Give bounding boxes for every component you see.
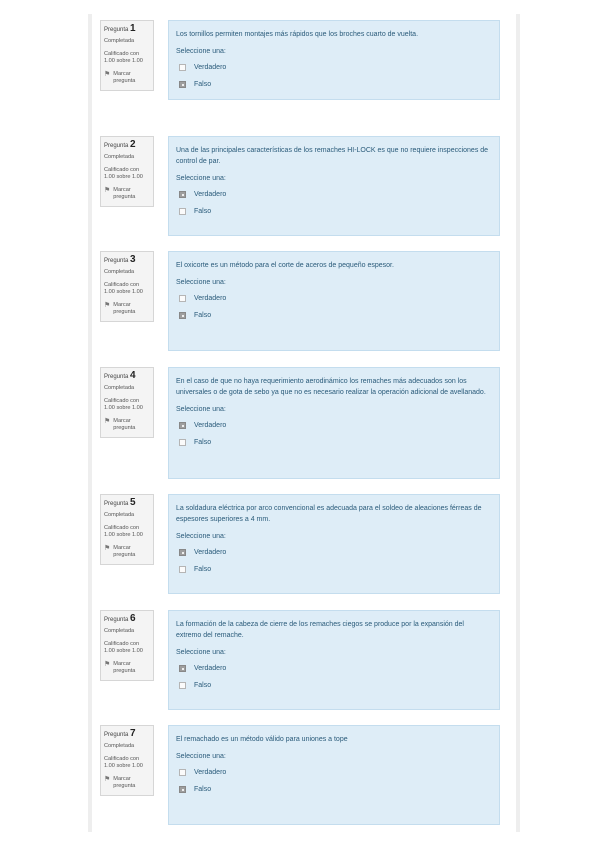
answer-label: Verdadero bbox=[194, 191, 227, 198]
question-content bbox=[168, 610, 500, 710]
radio-button[interactable] bbox=[179, 64, 186, 71]
question-state: Completada bbox=[104, 628, 135, 634]
question-text: Los tornillos permiten montajes más rápidos que los broches cuarto de vuelta. bbox=[176, 31, 419, 38]
flag-question-link[interactable] bbox=[104, 71, 150, 85]
flag-label: Marcar pregunta bbox=[113, 545, 136, 558]
radio-button[interactable] bbox=[179, 295, 186, 302]
radio-button[interactable] bbox=[179, 439, 186, 446]
question-label: Pregunta bbox=[104, 732, 129, 738]
flag-question-link[interactable] bbox=[104, 418, 150, 432]
question-info bbox=[100, 725, 154, 796]
answer-option-false[interactable] bbox=[176, 307, 491, 324]
answer-option-true[interactable] bbox=[176, 660, 491, 677]
question-number-value: 1 bbox=[130, 23, 136, 34]
select-one-prompt: Seleccione una: bbox=[176, 753, 226, 760]
flag-label: Marcar pregunta bbox=[113, 418, 136, 431]
question-state: Completada bbox=[104, 512, 135, 518]
radio-button[interactable] bbox=[179, 566, 186, 573]
select-one-prompt: Seleccione una: bbox=[176, 649, 226, 656]
question-number-value: 5 bbox=[130, 497, 136, 508]
question-number bbox=[104, 499, 150, 508]
question-text: En el caso de que no haya requerimiento aerodinámico los remaches más adecuados son los universales o de gota de sebo ya que no es necesario realizar la operación adicional de avellanado. bbox=[176, 378, 486, 396]
flag-label: Marcar pregunta bbox=[113, 776, 136, 789]
flag-question-link[interactable] bbox=[104, 776, 150, 790]
flag-question-link[interactable] bbox=[104, 302, 150, 316]
flag-icon: ⚑ bbox=[104, 418, 111, 425]
radio-button-checked[interactable] bbox=[179, 191, 186, 198]
flag-question-link[interactable] bbox=[104, 187, 150, 201]
flag-icon: ⚑ bbox=[104, 71, 111, 78]
radio-button[interactable] bbox=[179, 682, 186, 689]
answer-option-false[interactable] bbox=[176, 677, 491, 694]
answer-label: Verdadero bbox=[194, 665, 227, 672]
answer-label: Falso bbox=[194, 81, 212, 88]
radio-button-checked[interactable] bbox=[179, 786, 186, 793]
question-number bbox=[104, 256, 150, 265]
question-text: La soldadura eléctrica por arco convencional es adecuada para el soldeo de aleaciones férreas de espesores superiores a 4 mm. bbox=[176, 505, 482, 523]
flag-icon: ⚑ bbox=[104, 302, 111, 309]
question-grade: Calificado con 1.00 sobre 1.00 bbox=[104, 167, 143, 180]
flag-icon: ⚑ bbox=[104, 661, 111, 668]
question-info bbox=[100, 367, 154, 438]
answer-label: Falso bbox=[194, 439, 212, 446]
question-content bbox=[168, 251, 500, 351]
select-one-prompt: Seleccione una: bbox=[176, 175, 226, 182]
question-grade: Calificado con 1.00 sobre 1.00 bbox=[104, 641, 143, 654]
question-grade: Calificado con 1.00 sobre 1.00 bbox=[104, 398, 143, 411]
answer-label: Verdadero bbox=[194, 295, 227, 302]
answer-label: Verdadero bbox=[194, 769, 227, 776]
question-info bbox=[100, 20, 154, 91]
answer-option-false[interactable] bbox=[176, 781, 491, 798]
question-number bbox=[104, 141, 150, 150]
answer-label: Verdadero bbox=[194, 64, 227, 71]
question-grade: Calificado con 1.00 sobre 1.00 bbox=[104, 756, 143, 769]
flag-label: Marcar pregunta bbox=[113, 661, 136, 674]
question-number-value: 6 bbox=[130, 613, 136, 624]
answer-label: Verdadero bbox=[194, 422, 227, 429]
question-text: La formación de la cabeza de cierre de los remaches ciegos se produce por la expansión del extremo del remache. bbox=[176, 621, 464, 639]
answer-label: Falso bbox=[194, 208, 212, 215]
radio-button[interactable] bbox=[179, 208, 186, 215]
question-content bbox=[168, 136, 500, 236]
answer-option-false[interactable] bbox=[176, 76, 491, 93]
question-number-value: 4 bbox=[130, 370, 136, 381]
question-label: Pregunta bbox=[104, 143, 129, 149]
select-one-prompt: Seleccione una: bbox=[176, 48, 226, 55]
answer-option-true[interactable] bbox=[176, 290, 491, 307]
answer-label: Verdadero bbox=[194, 549, 227, 556]
question-number-value: 7 bbox=[130, 728, 136, 739]
flag-question-link[interactable] bbox=[104, 545, 150, 559]
flag-label: Marcar pregunta bbox=[113, 302, 136, 315]
question-state: Completada bbox=[104, 154, 135, 160]
answer-label: Falso bbox=[194, 682, 212, 689]
question-info bbox=[100, 251, 154, 322]
question-text: Una de las principales características de los remaches HI-LOCK es que no requiere inspecciones de control de par. bbox=[176, 147, 489, 165]
radio-button-checked[interactable] bbox=[179, 312, 186, 319]
question-state: Completada bbox=[104, 743, 135, 749]
answer-option-true[interactable] bbox=[176, 764, 491, 781]
question-text: El oxicorte es un método para el corte de aceros de pequeño espesor. bbox=[176, 262, 394, 269]
select-one-prompt: Seleccione una: bbox=[176, 279, 226, 286]
question-state: Completada bbox=[104, 385, 135, 391]
question-content bbox=[168, 367, 500, 479]
radio-button-checked[interactable] bbox=[179, 549, 186, 556]
radio-button-checked[interactable] bbox=[179, 81, 186, 88]
question-label: Pregunta bbox=[104, 501, 129, 507]
question-number bbox=[104, 615, 150, 624]
radio-button-checked[interactable] bbox=[179, 422, 186, 429]
radio-button[interactable] bbox=[179, 769, 186, 776]
question-label: Pregunta bbox=[104, 258, 129, 264]
flag-icon: ⚑ bbox=[104, 187, 111, 194]
flag-label: Marcar pregunta bbox=[113, 71, 136, 84]
answer-option-false[interactable] bbox=[176, 434, 491, 451]
answer-option-false[interactable] bbox=[176, 203, 491, 220]
flag-icon: ⚑ bbox=[104, 545, 111, 552]
flag-label: Marcar pregunta bbox=[113, 187, 136, 200]
answer-option-true[interactable] bbox=[176, 544, 491, 561]
question-state: Completada bbox=[104, 269, 135, 275]
answer-option-true[interactable] bbox=[176, 186, 491, 203]
answer-label: Falso bbox=[194, 312, 212, 319]
answer-label: Falso bbox=[194, 786, 212, 793]
question-number bbox=[104, 372, 150, 381]
flag-question-link[interactable] bbox=[104, 661, 150, 675]
answer-option-false[interactable] bbox=[176, 561, 491, 578]
question-info bbox=[100, 136, 154, 207]
question-content bbox=[168, 725, 500, 825]
question-label: Pregunta bbox=[104, 617, 129, 623]
question-number bbox=[104, 25, 150, 34]
question-grade: Calificado con 1.00 sobre 1.00 bbox=[104, 51, 143, 64]
question-state: Completada bbox=[104, 38, 135, 44]
select-one-prompt: Seleccione una: bbox=[176, 533, 226, 540]
question-grade: Calificado con 1.00 sobre 1.00 bbox=[104, 525, 143, 538]
question-number-value: 2 bbox=[130, 139, 136, 150]
question-number-value: 3 bbox=[130, 254, 136, 265]
question-info bbox=[100, 494, 154, 565]
question-content bbox=[168, 20, 500, 100]
answer-label: Falso bbox=[194, 566, 212, 573]
question-content bbox=[168, 494, 500, 594]
question-info bbox=[100, 610, 154, 681]
question-grade: Calificado con 1.00 sobre 1.00 bbox=[104, 282, 143, 295]
select-one-prompt: Seleccione una: bbox=[176, 406, 226, 413]
answer-option-true[interactable] bbox=[176, 59, 491, 76]
answer-option-true[interactable] bbox=[176, 417, 491, 434]
question-label: Pregunta bbox=[104, 27, 129, 33]
question-label: Pregunta bbox=[104, 374, 129, 380]
question-number bbox=[104, 730, 150, 739]
radio-button-checked[interactable] bbox=[179, 665, 186, 672]
question-text: El remachado es un método válido para uniones a tope bbox=[176, 736, 348, 743]
flag-icon: ⚑ bbox=[104, 776, 111, 783]
